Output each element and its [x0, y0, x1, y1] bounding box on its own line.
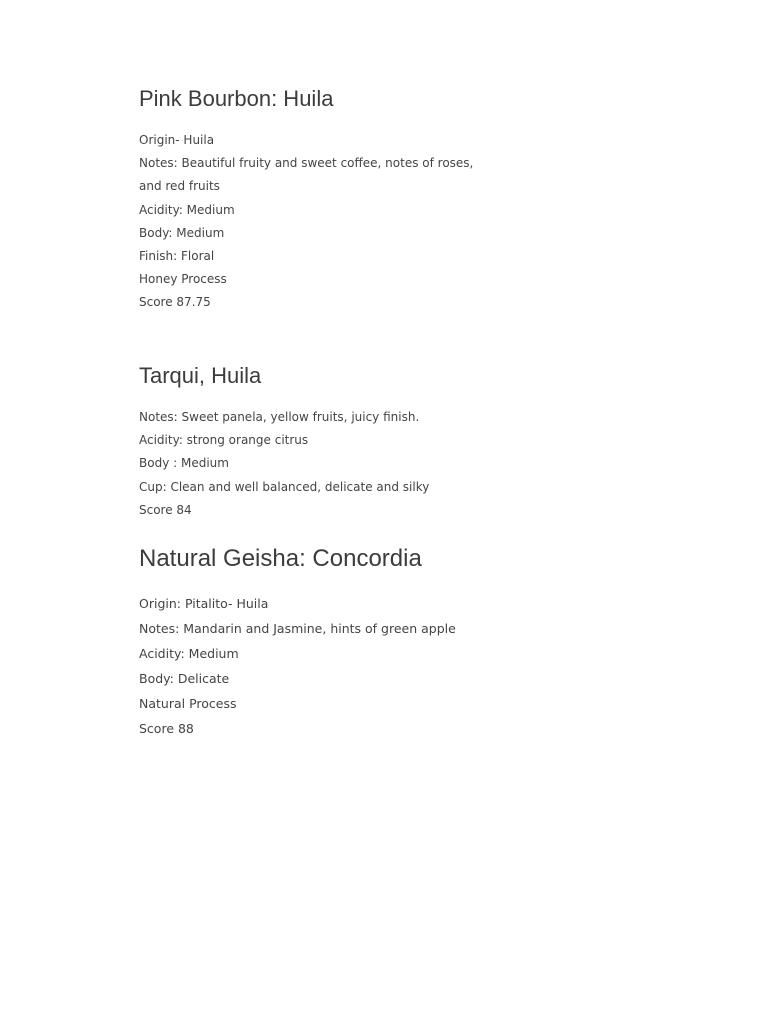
detail-acidity: Acidity: Medium	[139, 202, 235, 217]
detail-acidity: Acidity: strong orange citrus	[139, 433, 309, 448]
detail-body: Body : Medium	[139, 456, 229, 471]
detail-cup: Cup: Clean and well balanced, delicate and silky	[139, 479, 430, 494]
coffee-section-pink-bourbon	[139, 86, 579, 315]
detail-acidity: Acidity: Medium	[139, 646, 239, 661]
detail-score: Score 87.75	[139, 295, 211, 310]
detail-origin: Origin- Huila	[139, 133, 215, 147]
coffee-title: Tarqui, Huila	[139, 363, 262, 388]
detail-notes: Notes: Mandarin and Jasmine, hints of green apple	[139, 621, 456, 636]
detail-body: Body: Medium	[139, 225, 225, 240]
detail-body: Body: Delicate	[139, 671, 230, 686]
coffee-section-natural-geisha	[139, 545, 579, 741]
detail-process: Honey Process	[139, 272, 227, 287]
detail-process: Natural Process	[139, 696, 237, 711]
coffee-details	[139, 129, 579, 315]
detail-score: Score 88	[139, 721, 194, 736]
detail-finish: Finish: Floral	[139, 248, 215, 263]
coffee-details	[139, 406, 579, 522]
detail-score: Score 84	[139, 502, 192, 517]
coffee-section-tarqui	[139, 363, 579, 522]
coffee-title: Pink Bourbon: Huila	[139, 86, 334, 111]
detail-notes-continued: and red fruits	[139, 179, 220, 194]
detail-origin: Origin: Pitalito- Huila	[139, 596, 269, 611]
coffee-details	[139, 591, 579, 741]
detail-notes: Notes: Sweet panela, yellow fruits, juicy finish.	[139, 410, 420, 424]
detail-notes: Notes: Beautiful fruity and sweet coffee, notes of roses,	[139, 156, 474, 171]
coffee-title: Natural Geisha: Concordia	[139, 545, 422, 572]
